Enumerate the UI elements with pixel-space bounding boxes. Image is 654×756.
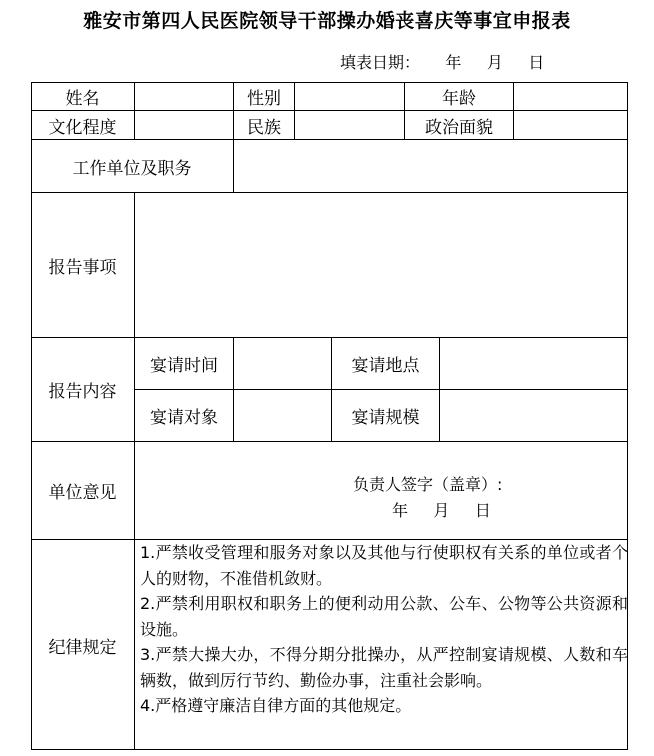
form-title: 雅安市第四人民医院领导干部操办婚丧喜庆等事宜申报表 [83,10,571,32]
discipline-rule: 3.严禁大操大办，不得分期分批操办，从严控制宴请规模、人数和车辆数，做到厉行节约、勤俭办事，注重社会影响。 [140,645,628,690]
unit-opinion-label: 单位意见 [48,483,117,503]
discipline-label: 纪律规定 [48,637,117,658]
banquet-scale-field[interactable] [440,390,627,441]
banquet-scale-label: 宴请规模 [351,408,420,428]
banquet-place-label: 宴请地点 [351,356,420,376]
banquet-place-field[interactable] [440,338,627,389]
age-field[interactable] [514,83,627,110]
report-matter-label: 报告事项 [48,257,117,278]
banquet-target-field[interactable] [234,390,331,441]
political-status-label: 政治面貌 [425,117,493,138]
work-unit-label: 工作单位及职务 [72,158,192,179]
name-field[interactable] [135,83,233,110]
banquet-time-label: 宴请时间 [150,356,218,376]
discipline-rule: 2.严禁利用职权和职务上的便利动用公款、公车、公物等公共资源和设施。 [140,594,628,639]
signature-date: 年 月 日 [392,501,491,520]
discipline-rules [140,540,628,719]
age-label: 年龄 [442,88,476,109]
fill-date: 填表日期： 年 月 日 [340,53,545,72]
report-content-label: 报告内容 [48,382,117,402]
gender-label: 性别 [247,88,281,109]
banquet-target-label: 宴请对象 [150,408,218,428]
ethnicity-label: 民族 [247,117,281,138]
education-label: 文化程度 [48,117,117,138]
name-label: 姓名 [65,88,100,109]
education-field[interactable] [135,111,233,139]
discipline-rule: 1.严禁收受管理和服务对象以及其他与行使职权有关系的单位或者个人的财物，不准借机敛财。 [140,543,628,588]
gender-field[interactable] [295,83,404,110]
report-matter-field[interactable] [135,193,627,337]
ethnicity-field[interactable] [295,111,404,139]
work-unit-field[interactable] [234,140,627,192]
signature-line: 负责人签字（盖章）: [353,475,503,494]
political-status-field[interactable] [514,111,627,139]
discipline-rule: 4.严格遵守廉洁自律方面的其他规定。 [140,696,412,715]
banquet-time-field[interactable] [234,338,331,389]
